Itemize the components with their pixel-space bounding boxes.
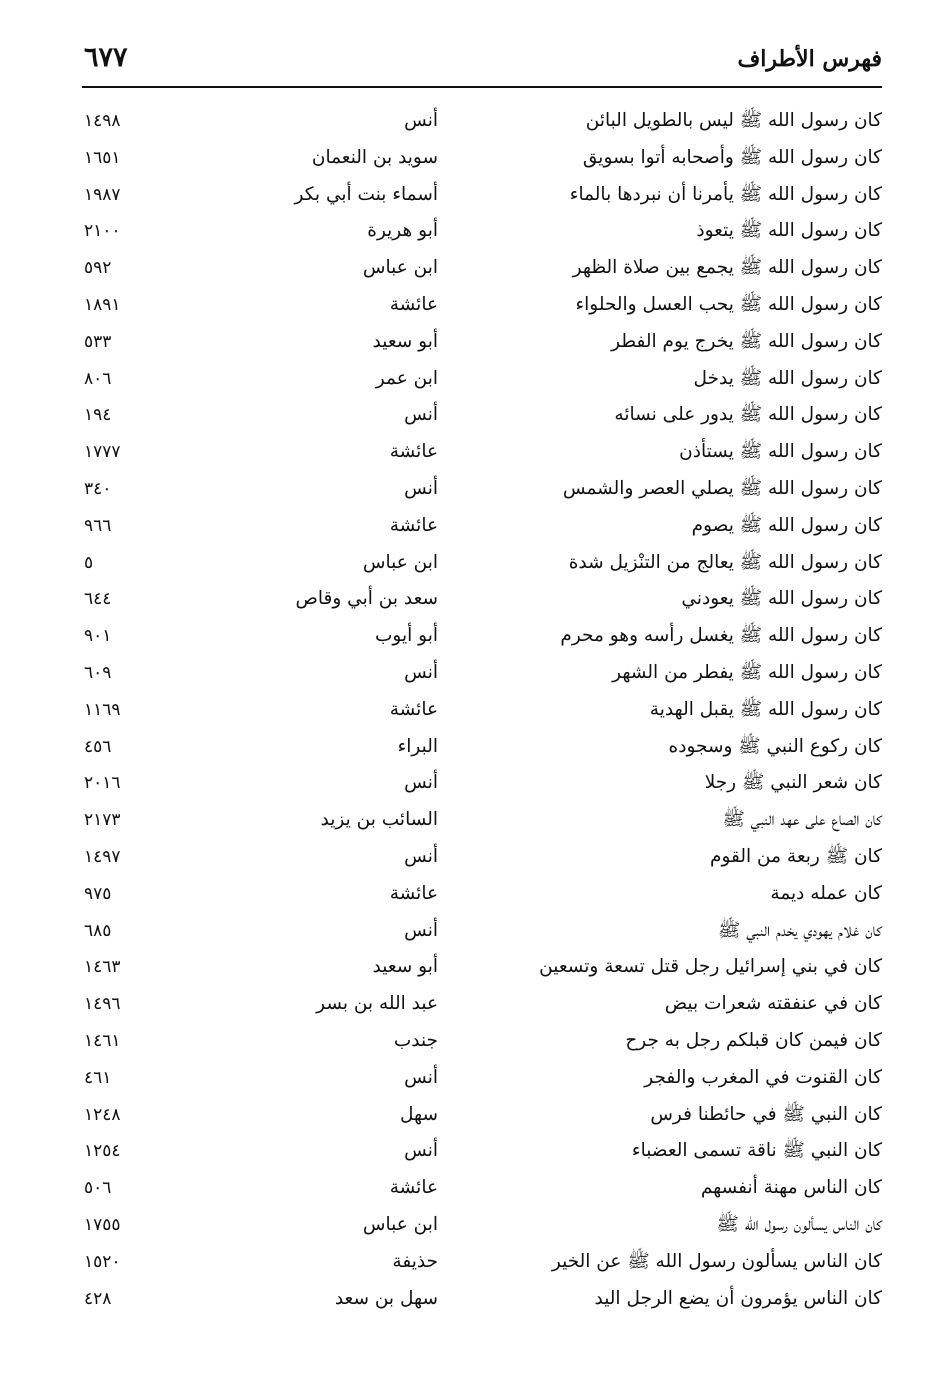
hadith-text: كان النبي ﷺ في حائطنا فرس — [650, 1103, 882, 1125]
index-entry — [82, 398, 882, 435]
narrator-name: سويد بن النعمان — [311, 146, 438, 168]
index-entry — [82, 1134, 882, 1171]
hadith-text: كان غلام يهودي يخدم النبي ﷺ — [717, 919, 882, 941]
index-entry — [82, 435, 882, 472]
hadith-text: كان رسول الله ﷺ يدخل — [693, 367, 882, 389]
index-entry — [82, 1024, 882, 1061]
hadith-text: كان رسول الله ﷺ يجمع بين صلاة الظهر — [572, 257, 882, 279]
hadith-number: ٢١٠٠ — [84, 221, 121, 242]
narrator-name: أبو هريرة — [367, 220, 438, 242]
hadith-number: ١٨٩١ — [84, 294, 121, 315]
hadith-number: ٢١٧٣ — [84, 810, 121, 831]
narrator-name: أنس — [404, 1066, 438, 1088]
index-entry — [82, 1061, 882, 1098]
index-entry — [82, 656, 882, 693]
hadith-number: ٥ — [84, 552, 94, 573]
page-title: فهرس الأطراف — [737, 46, 882, 72]
index-entry — [82, 803, 882, 840]
narrator-name: أنس — [404, 404, 438, 426]
index-entry — [82, 693, 882, 730]
narrator-name: عائشة — [389, 293, 438, 315]
hadith-text: كان رسول الله ﷺ يصوم — [691, 514, 882, 536]
narrator-name: سعد بن أبي وقاص — [295, 588, 438, 610]
narrator-name: السائب بن يزيد — [320, 809, 438, 831]
narrator-name: سهل — [399, 1103, 438, 1125]
hadith-text: كان الناس مهنة أنفسهم — [700, 1177, 882, 1199]
index-entry — [82, 104, 882, 141]
hadith-number: ٦٨٥ — [84, 920, 112, 941]
narrator-name: أبو سعيد — [372, 956, 438, 978]
hadith-number: ١٤٩٦ — [84, 994, 121, 1015]
index-entry — [82, 619, 882, 656]
hadith-text: كان رسول الله ﷺ يحب العسل والحلواء — [575, 293, 882, 315]
hadith-text: كان رسول الله ﷺ يأمرنا أن نبردها بالماء — [569, 183, 882, 205]
hadith-text: كان الناس يسألون رسول الله ﷺ عن الخير — [551, 1250, 882, 1272]
index-entry — [82, 1245, 882, 1282]
index-entry — [82, 950, 882, 987]
narrator-name: البراء — [397, 735, 438, 757]
index-entry — [82, 325, 882, 362]
hadith-number: ١٤٩٧ — [84, 846, 121, 867]
index-entry — [82, 141, 882, 178]
hadith-number: ٤٥٦ — [84, 736, 112, 757]
index-entry — [82, 840, 882, 877]
narrator-name: أنس — [404, 661, 438, 683]
narrator-name: أنس — [404, 110, 438, 131]
narrator-name: ابن عمر — [375, 367, 438, 389]
narrator-name: أنس — [404, 845, 438, 867]
narrator-name: عائشة — [389, 514, 438, 536]
hadith-number: ٤٦١ — [84, 1067, 112, 1088]
header-divider — [82, 86, 882, 88]
hadith-number: ٦٤٤ — [84, 589, 112, 610]
narrator-name: عبد الله بن بسر — [316, 993, 438, 1015]
hadith-number: ٩٠١ — [84, 626, 112, 647]
hadith-number: ١٤٦٣ — [84, 957, 121, 978]
narrator-name: ابن عباس — [362, 1213, 438, 1235]
narrator-name: أنس — [404, 1140, 438, 1162]
narrator-name: أبو أيوب — [375, 625, 438, 647]
narrator-name: عائشة — [389, 441, 438, 463]
hadith-number: ١٢٥٤ — [84, 1141, 121, 1162]
index-entry — [82, 877, 882, 914]
hadith-text: كان رسول الله ﷺ ليس بالطويل البائن — [585, 110, 882, 131]
narrator-name: ابن عباس — [362, 257, 438, 279]
hadith-text: كان رسول الله ﷺ يدور على نسائه — [614, 404, 882, 426]
index-entry — [82, 1171, 882, 1208]
hadith-number: ٢٠١٦ — [84, 773, 121, 794]
hadith-number: ٩٦٦ — [84, 515, 112, 536]
hadith-text: كان في عنفقته شعرات بيض — [664, 993, 882, 1015]
hadith-number: ٣٤٠ — [84, 478, 112, 499]
hadith-number: ١٢٤٨ — [84, 1104, 121, 1125]
hadith-text: كان في بني إسرائيل رجل قتل تسعة وتسعين — [539, 956, 882, 978]
index-entry — [82, 472, 882, 509]
index-entry — [82, 1098, 882, 1135]
hadith-text: كان فيمن كان قبلكم رجل به جرح — [625, 1029, 882, 1051]
narrator-name: عائشة — [389, 698, 438, 720]
hadith-number: ٥٣٣ — [84, 331, 112, 352]
narrator-name: أبو سعيد — [372, 330, 438, 352]
hadith-text: كان الناس يسألون رسول الله ﷺ — [716, 1213, 882, 1235]
hadith-text: كان رسول الله ﷺ يغسل رأسه وهو محرم — [560, 625, 882, 647]
hadith-number: ١٤٩٨ — [84, 111, 121, 131]
index-entry — [82, 914, 882, 951]
hadith-text: كان رسول الله ﷺ وأصحابه أتوا بسويق — [582, 146, 882, 168]
hadith-number: ٨٠٦ — [84, 368, 112, 389]
hadith-text: كان رسول الله ﷺ يتعوذ — [696, 220, 882, 242]
hadith-number: ١٧٧٧ — [84, 442, 121, 463]
hadith-number: ١١٦٩ — [84, 699, 121, 720]
narrator-name: أنس — [404, 772, 438, 794]
hadith-text: كان شعر النبي ﷺ رجلا — [704, 772, 882, 794]
hadith-number: ١٤٦١ — [84, 1030, 121, 1051]
index-entry — [82, 1282, 882, 1319]
hadith-number: ١٦٥١ — [84, 147, 121, 168]
hadith-number: ٩٧٥ — [84, 883, 112, 904]
narrator-name: حذيفة — [392, 1250, 438, 1272]
hadith-text: كان الصاع على عهد النبي ﷺ — [722, 809, 882, 831]
hadith-text: كان عمله ديمة — [770, 882, 882, 904]
hadith-text: كان رسول الله ﷺ يفطر من الشهر — [612, 661, 882, 683]
hadith-text: كان رسول الله ﷺ يعودني — [681, 588, 882, 610]
hadith-number: ١٩٨٧ — [84, 184, 121, 205]
hadith-number: ١٧٥٥ — [84, 1214, 121, 1235]
hadith-text: كان ركوع النبي ﷺ وسجوده — [668, 735, 882, 757]
page-header — [82, 40, 882, 84]
hadith-index-list — [82, 104, 882, 1318]
index-entry — [82, 730, 882, 767]
index-entry — [82, 1208, 882, 1245]
hadith-number: ٦٠٩ — [84, 662, 112, 683]
index-entry — [82, 251, 882, 288]
hadith-text: كان رسول الله ﷺ يقبل الهدية — [649, 698, 882, 720]
index-entry — [82, 766, 882, 803]
hadith-number: ٥٩٢ — [84, 258, 112, 279]
page-number: ٦٧٧ — [84, 42, 128, 73]
hadith-text: كان رسول الله ﷺ يستأذن — [679, 441, 882, 463]
narrator-name: جندب — [393, 1029, 438, 1051]
index-entry — [82, 582, 882, 619]
narrator-name: أنس — [404, 919, 438, 941]
hadith-number: ٤٢٨ — [84, 1288, 112, 1309]
index-entry — [82, 509, 882, 546]
hadith-number: ١٥٢٠ — [84, 1251, 121, 1272]
narrator-name: أنس — [404, 477, 438, 499]
index-entry — [82, 178, 882, 215]
index-entry — [82, 546, 882, 583]
hadith-text: كان النبي ﷺ ناقة تسمى العضباء — [631, 1140, 882, 1162]
hadith-text: كان رسول الله ﷺ يعالج من التنْزيل شدة — [568, 551, 882, 573]
hadith-text: كان ﷺ ربعة من القوم — [710, 845, 882, 867]
narrator-name: عائشة — [389, 1177, 438, 1199]
hadith-number: ١٩٤ — [84, 405, 112, 426]
narrator-name: أسماء بنت أبي بكر — [294, 183, 438, 205]
narrator-name: ابن عباس — [362, 551, 438, 573]
hadith-text: كان رسول الله ﷺ يخرج يوم الفطر — [611, 330, 882, 352]
index-entry — [82, 987, 882, 1024]
hadith-text: كان الناس يؤمرون أن يضع الرجل اليد — [594, 1287, 882, 1309]
hadith-text: كان القنوت في المغرب والفجر — [644, 1066, 882, 1088]
index-entry — [82, 214, 882, 251]
index-entry — [82, 288, 882, 325]
narrator-name: سهل بن سعد — [334, 1287, 438, 1309]
narrator-name: عائشة — [389, 882, 438, 904]
hadith-number: ٥٠٦ — [84, 1178, 112, 1199]
index-entry — [82, 362, 882, 399]
hadith-text: كان رسول الله ﷺ يصلي العصر والشمس — [562, 477, 882, 499]
